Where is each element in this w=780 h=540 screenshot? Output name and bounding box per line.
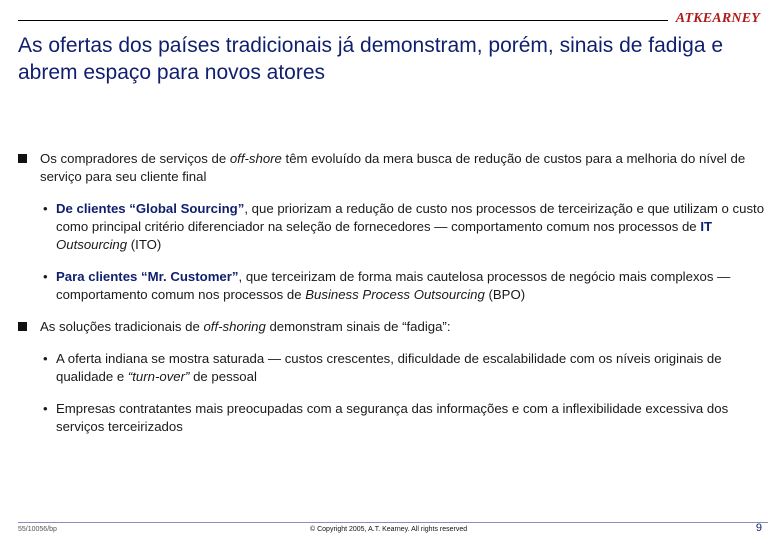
sub-bullet-emphasis: “turn-over” (127, 369, 190, 384)
bullet-1 (18, 150, 768, 186)
sub-bullet-1-2 (18, 268, 768, 304)
sub-bullet-text: , que terceirizam de forma mais cautelosa processos de negócio mais complexos — comportamento comum nos processos de (56, 269, 731, 302)
sub-bullet-text: (BPO) (484, 287, 526, 302)
sub-bullet-text: (ITO) (127, 237, 162, 252)
brand-logo: ATKEARNEY (675, 11, 760, 26)
bullet-text: demonstram sinais de “fadiga”: (265, 319, 451, 334)
square-bullet-icon (18, 322, 27, 331)
sub-bullet-text: Empresas contratantes mais preocupadas com a segurança das informações e com a inflexibilidade excessiva dos serviços terceirizados (56, 401, 729, 434)
sub-bullet-2-1 (18, 350, 768, 386)
dot-bullet-icon: • (43, 269, 48, 284)
sub-bullet-text: , que priorizam a redução de custo nos processos de terceirização e que utilizam o custo como principal critério diferenciador na seleção de fornecedores — comportamento comum nos processos de (56, 201, 765, 234)
slide-title: As ofertas dos países tradicionais já demonstram, porém, sinais de fadiga e abrem espaço para novos atores (18, 34, 724, 84)
sub-bullet-text: A oferta indiana se mostra saturada — custos crescentes, dificuldade de escalabilidade com os níveis originais de qualidade e (56, 351, 722, 384)
bullet-text-emphasis: off-shoring (203, 319, 266, 334)
bullet-text: As soluções tradicionais de (40, 319, 204, 334)
document-code: 55/10056/bp (18, 526, 57, 533)
sub-bullet-emphasis: Outsourcing (56, 237, 128, 252)
dot-bullet-icon: • (43, 401, 48, 416)
header-rule (18, 20, 668, 21)
sub-bullet-1-1 (18, 200, 768, 254)
square-bullet-icon (18, 154, 27, 163)
sub-bullet-heading: Para clientes “Mr. Customer” (56, 269, 239, 284)
sub-bullet-emphasis: Business Process Outsourcing (305, 287, 485, 302)
bullet-text: têm evoluído da mera busca de redução de custos para a melhoria do nível de serviço para seu cliente final (40, 151, 746, 184)
slide-body (18, 150, 768, 450)
sub-bullet-strong: IT (700, 219, 713, 234)
bullet-text-emphasis: off-shore (229, 151, 282, 166)
dot-bullet-icon: • (43, 351, 48, 366)
copyright-notice: © Copyright 2005, A.T. Kearney. All rights reserved (310, 526, 468, 533)
sub-bullet-text: de pessoal (189, 369, 257, 384)
sub-bullet-2-2 (18, 400, 768, 436)
bullet-text: Os compradores de serviços de (40, 151, 230, 166)
footer-rule (18, 522, 768, 523)
sub-bullet-heading: De clientes “Global Sourcing” (56, 201, 245, 216)
dot-bullet-icon: • (43, 201, 48, 216)
page-number: 9 (755, 522, 762, 534)
bullet-2 (18, 318, 768, 336)
